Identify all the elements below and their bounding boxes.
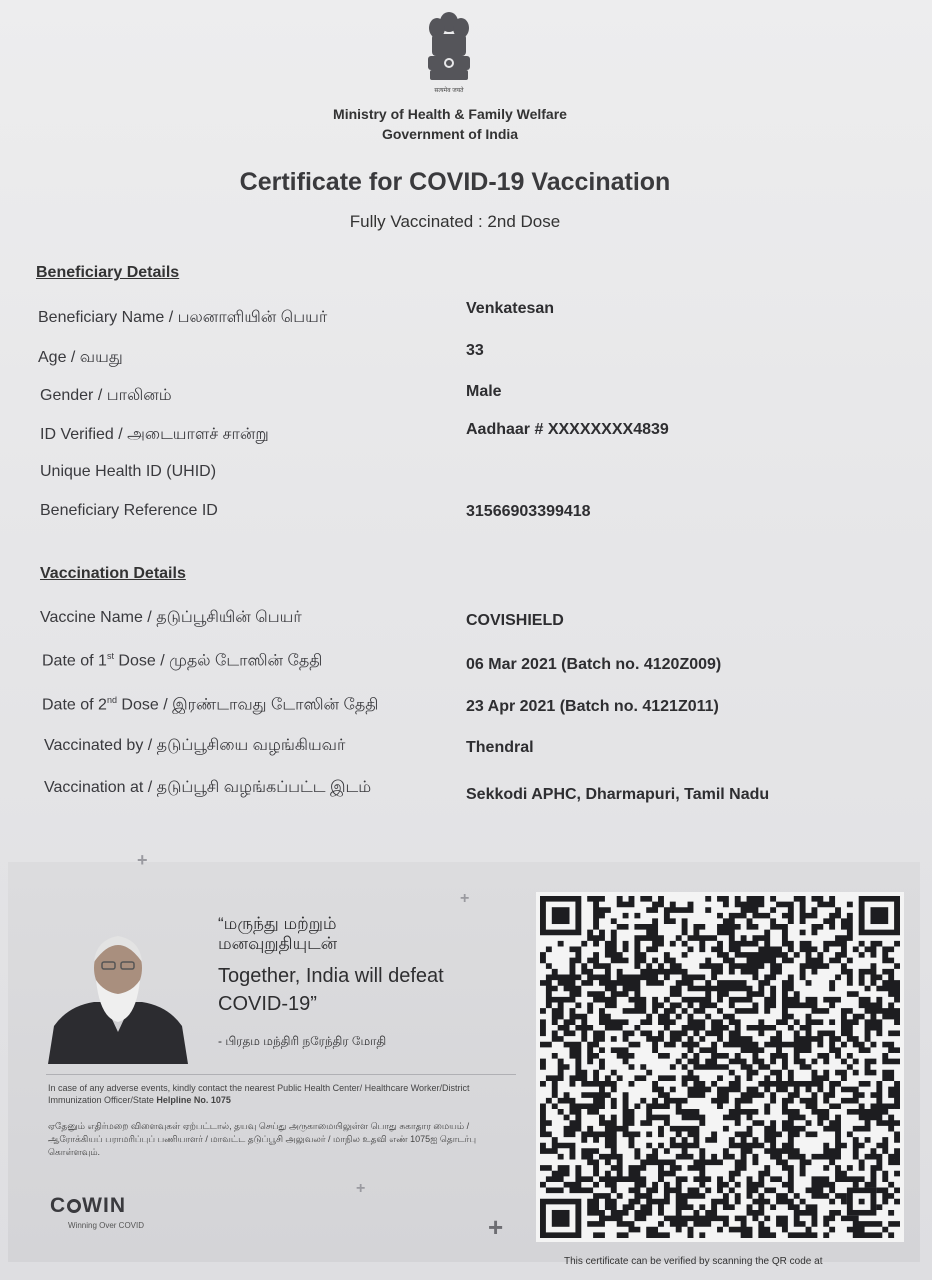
reference-id-value: 31566903399418 [466,503,591,520]
cowin-logo-ring-icon [67,1199,81,1213]
age-label: Age / வயது [38,349,123,366]
first-dose-label-sup: st [106,651,114,661]
vaccinated-by-value: Thendral [466,739,534,756]
reference-id-label: Beneficiary Reference ID [40,502,218,519]
quote-english [218,962,518,1018]
certificate-subtitle: Fully Vaccinated : 2nd Dose [349,212,561,231]
plus-decoration: + [356,1180,366,1197]
uhid-label: Unique Health ID (UHID) [40,463,217,480]
first-dose-label [42,651,322,671]
ministry-line1: Ministry of Health & Family Welfare [333,106,567,122]
helpline-tamil: ஏதேனும் எதிர்மறை விளைவுகள் ஏற்பட்டால், தயவு செய்து அருகாமையிலுள்ள பொது சுகாதார மையம் / ஆரோக்கியப் பராமரிப்புப் பணியாளர் / மாவட்ட தடுப்பூசி அலுவலர் / மாநில உதவி எண் 1075ஐ தொடர்பு கொள்ளவும். [48,1121,477,1157]
vaccine-name-value: COVISHIELD [466,612,564,629]
id-verified-value: Aadhaar # XXXXXXXX4839 [466,421,669,438]
cowin-logo [50,1194,126,1218]
cowin-logo-rest: WIN [82,1194,126,1217]
qr-finder-pattern [540,896,581,935]
helpline-number: Helpline No. 1075 [156,1095,231,1105]
second-dose-label-post: Dose / இரண்டாவது டோஸின் தேதி [116,696,379,714]
verification-note: This certificate can be verified by scanning the QR code at [564,1256,823,1267]
plus-decoration: + [460,890,470,907]
age-value: 33 [466,342,484,359]
plus-decoration: + [137,850,148,870]
ministry-name [280,104,620,144]
vaccination-at-label: Vaccination at / தடுப்பூசி வழங்கப்பட்ட இடம் [44,779,372,796]
quote-english-line1: Together, India will defeat [218,965,444,987]
vaccine-name-label: Vaccine Name / தடுப்பூசியின் பெயர் [40,609,302,626]
prime-minister-photo [48,922,188,1064]
cowin-tagline: Winning Over COVID [68,1221,145,1230]
first-dose-label-post: Dose / முதல் டோஸின் தேதி [113,652,323,670]
qr-code [540,896,900,1238]
qr-finder-pattern [859,896,900,935]
emblem-caption: सत्यमेव जयते [434,88,464,94]
beneficiary-details-heading: Beneficiary Details [36,264,180,281]
beneficiary-name-label: Beneficiary Name / பலனாளியின் பெயர் [38,309,328,326]
vaccination-at-value: Sekkodi APHC, Dharmapuri, Tamil Nadu [466,786,770,803]
plus-decoration: + [488,1212,504,1242]
second-dose-label-pre: Date of 2 [42,696,107,714]
vaccinated-by-label: Vaccinated by / தடுப்பூசியை வழங்கியவர் [44,737,346,754]
first-dose-label-pre: Date of 1 [42,652,107,670]
quote-english-line2: COVID-19” [218,993,317,1015]
quote-tamil-line2: மனவுறுதியுடன் [218,934,338,953]
first-dose-value: 06 Mar 2021 (Batch no. 4120Z009) [466,656,722,673]
helpline-english-text: In case of any adverse events, kindly contact the nearest Public Health Center/ Healthcare Worker/District Immunization Officer/State [48,1083,470,1105]
quote-tamil-line1: “மருந்து மற்றும் [218,914,337,933]
second-dose-label [42,695,378,715]
certificate-title: Certificate for COVID-19 Vaccination [239,168,671,196]
beneficiary-name-value: Venkatesan [466,300,555,317]
qr-finder-pattern [540,1199,581,1238]
second-dose-label-sup: nd [106,695,117,705]
helpline-english [48,1082,508,1106]
ministry-line2: Government of India [381,126,519,142]
gender-label: Gender / பாலினம் [40,387,172,404]
national-emblem-icon [418,6,480,98]
quote-attribution: - பிரதம மந்திரி நரேந்திர மோதி [218,1034,387,1048]
vaccination-details-heading: Vaccination Details [40,565,186,582]
quote-tamil [218,914,518,954]
second-dose-value: 23 Apr 2021 (Batch no. 4121Z011) [466,698,719,715]
cowin-logo-c: C [50,1194,67,1217]
gender-value: Male [466,383,502,400]
id-verified-label: ID Verified / அடையாளச் சான்று [40,426,269,443]
qr-finder-pattern [847,1188,877,1216]
footer-divider [46,1074,516,1075]
